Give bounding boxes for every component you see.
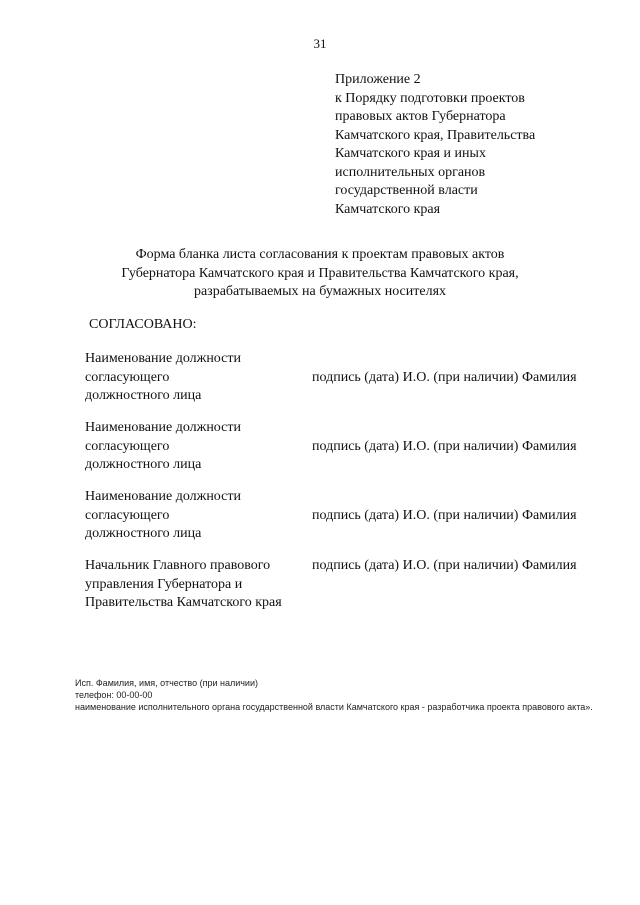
approver-signature: подпись (дата) И.О. (при наличии) Фамилия xyxy=(312,369,577,385)
approver-position-line: согласующего xyxy=(85,369,170,385)
form-title xyxy=(80,246,560,302)
appendix-line: государственной власти xyxy=(335,183,478,198)
executor-phone: телефон: 00-00-00 xyxy=(75,690,153,700)
approver-position-line: управления Губернатора и xyxy=(85,576,243,592)
approver-row xyxy=(85,557,610,617)
approver-position-line: Начальник Главного правового xyxy=(85,558,271,573)
appendix-line: Камчатского края и иных xyxy=(335,146,486,161)
agreed-label: СОГЛАСОВАНО: xyxy=(89,317,197,332)
approver-row xyxy=(85,488,610,548)
approver-position-line: Наименование должности xyxy=(85,420,241,435)
approver-signature: подпись (дата) И.О. (при наличии) Фамилия xyxy=(312,507,577,523)
approver-position-line: Наименование должности xyxy=(85,351,241,366)
approver-position-line: должностного лица xyxy=(85,388,202,403)
approver-position-line: согласующего xyxy=(85,507,170,523)
approver-row xyxy=(85,419,610,479)
executor-footer xyxy=(75,677,595,713)
approver-position-line: согласующего xyxy=(85,438,170,454)
appendix-header xyxy=(335,71,605,219)
approver-position xyxy=(85,350,305,406)
approver-position-line: Наименование должности xyxy=(85,489,241,504)
developer-organ: наименование исполнительного органа государственной власти Камчатского края - разработчика проекта правового акта». xyxy=(75,702,593,712)
approver-signature: подпись (дата) И.О. (при наличии) Фамилия xyxy=(312,438,577,454)
appendix-line: исполнительных органов xyxy=(335,164,486,180)
appendix-line: Камчатского края, Правительства xyxy=(335,127,536,143)
approver-position-line: должностного лица xyxy=(85,526,202,541)
page-number: 31 xyxy=(313,36,327,51)
appendix-line: к Порядку подготовки проектов xyxy=(335,90,525,106)
approver-signature: подпись (дата) И.О. (при наличии) Фамилия xyxy=(312,558,577,573)
form-title-line: Губернатора Камчатского края и Правительства Камчатского края, xyxy=(121,265,519,281)
approver-position-line: должностного лица xyxy=(85,457,202,472)
appendix-line: Камчатского края xyxy=(335,201,441,217)
form-title-line: Форма бланка листа согласования к проектам правовых актов xyxy=(135,247,505,262)
approver-position xyxy=(85,419,305,475)
appendix-line: Приложение 2 xyxy=(335,72,421,87)
approver-position-line: Правительства Камчатского края xyxy=(85,595,282,610)
form-title-line: разрабатываемых на бумажных носителях xyxy=(193,284,447,299)
approver-position xyxy=(85,488,305,544)
appendix-line: правовых актов Губернатора xyxy=(335,109,506,124)
approver-row xyxy=(85,350,610,410)
approver-position xyxy=(85,557,305,613)
executor-name: Исп. Фамилия, имя, отчество (при наличии) xyxy=(75,678,258,688)
